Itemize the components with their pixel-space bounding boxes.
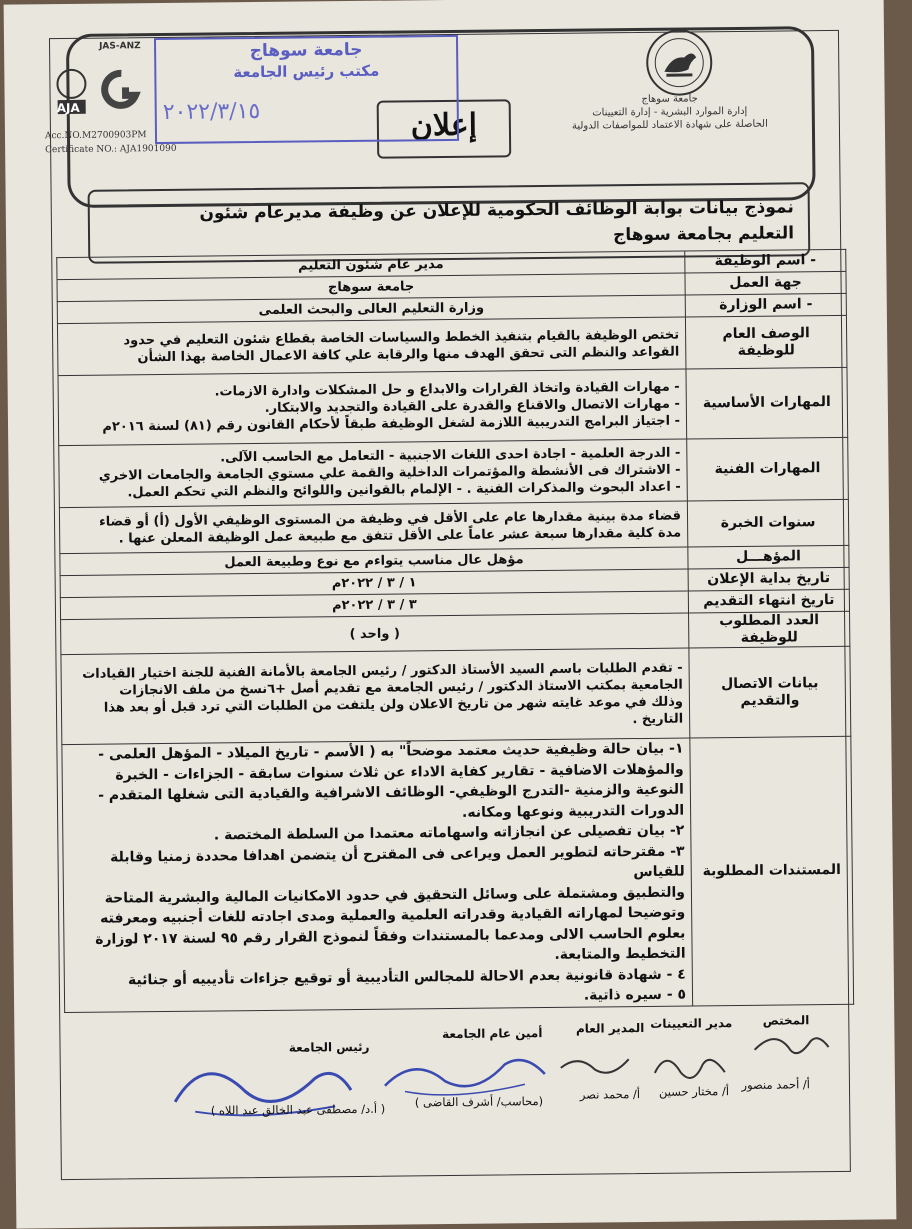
- document-line: وتوضيحا لمهاراته القيادية وقدراته العلمية والعملية ومدى اجادته للغات أجنبيه ومعرفته: [100, 904, 686, 927]
- table-row: [59, 437, 849, 507]
- basic-skill-line: - مهارات الاتصال والاقناع والقدرة على القيادة والتجديد والابتكار.: [264, 396, 680, 416]
- general-desc-label: الوصف العام للوظيفة: [685, 315, 847, 369]
- documents-value: [62, 738, 693, 1013]
- table-row: [61, 646, 851, 744]
- banner-title: نموذج بيانات بوابة الوظائف الحكومية للإعلان عن وظيفة مديرعام شئون التعليم بجامعة سوهاج: [199, 197, 795, 246]
- basic-skill-line: - اجتياز البرامج التدريبية اللازمة لشغل الوظيفة طبقاً لأحكام القانون رقم (٨١) لسنة ٢٠١٦م: [102, 413, 681, 435]
- contact-line: وذلك في موعد غايته شهر من تاريخ الاعلان ولن يلتفت من الطلبات التي ترد قبل أو بعد هذا: [103, 694, 684, 716]
- ministry-label: - اسم الوزارة: [685, 293, 846, 317]
- contact-line: الجامعية بمكتب الاستاذ الدكتور / رئيس الجامعة مع تقديم أصل +٦نسخ من ملف الانجازات: [119, 677, 683, 698]
- qualification-value: مؤهل عال مناسب يتواءم مع نوع وطبيعة العمل: [60, 547, 688, 576]
- contact-line: - تقدم الطلبات باسم السيد الأستاذ الدكتور / رئيس الجامعة بالأمانة الفنية للجنة اختيار القيادات: [82, 660, 683, 682]
- tech-skills-label: المهارات الفنية: [687, 437, 849, 501]
- contact-value: [61, 648, 690, 745]
- document-line: ٤ - شهادة قانونية بعدم الاحالة للمجالس التأديبية أو توقيع جزاءات تأديبيه أو جنائية: [127, 966, 686, 989]
- experience-line: قضاء مدة بينية مقدارها عام على الأقل في وظيفة من المستوى الوظيفي الأول (أ) أو قضاء: [98, 508, 682, 530]
- specialist-title: المختص: [762, 1013, 810, 1028]
- document-line: والمؤهلات الاضافية - تقارير كفاية الاداء عن ثلاث سنوات سابقة - الجزاءات - الخبرة: [115, 761, 684, 784]
- org-line2: إدارة الموارد البشرية - إدارة التعيينات: [592, 105, 748, 119]
- ministry-value: وزارة التعليم العالى والبحث العلمى: [57, 295, 685, 324]
- tech-skills-value: [59, 439, 688, 508]
- document-line: الدورات التدريبية ونوعها ومكانه.: [461, 802, 685, 821]
- president-name: ( أ.د/ مصطفى عبد الخالق عبد اللاه ): [210, 1101, 386, 1118]
- org-name: جامعة سوهاج: [641, 93, 698, 105]
- secretary-name: (محاسب/ أشرف القاضى ): [414, 1094, 544, 1110]
- announcement-title: إعلان: [410, 107, 478, 144]
- job-name-value: مدير عام شئون التعليم: [57, 251, 685, 280]
- stamp-number: ٢٠٢٢/٣/١٥: [162, 98, 261, 125]
- start-date-value: ١ / ٣ / ٢٠٢٢م: [60, 569, 688, 598]
- end-date-label: تاريخ انتهاء التقديم: [688, 589, 849, 613]
- table-row: [58, 367, 848, 445]
- job-data-table: [56, 249, 854, 1013]
- gm-name: أ/ محمد نصر: [579, 1087, 641, 1102]
- tech-skill-line: - الاشتراك فى الأنشطة والمؤتمرات الداخلية والقمة علي مستوي الجامعة والجامعات الاخري: [98, 462, 681, 484]
- gm-signature-icon: [555, 1047, 635, 1084]
- count-value: ( واحد ): [61, 613, 689, 655]
- job-name-label: - اسم الوظيفة: [685, 249, 846, 273]
- document-line: بعلوم الحاسب الالى ومدعما بالمستندات وفقاً لنموذج القرار رقم ٩٥ لسنة ٢٠١٧ لوزارة: [95, 925, 686, 948]
- appointments-name: أ/ مختار حسين: [658, 1084, 730, 1099]
- contact-line: التاريخ .: [632, 711, 684, 727]
- qualification-label: المؤهـــل: [688, 545, 849, 569]
- org-text: [545, 91, 795, 133]
- stamp-line2: مكتب رئيس الجامعة: [233, 61, 380, 82]
- accreditation-numbers: [45, 128, 177, 157]
- org-line3: الحاصلة على شهادة الاعتماد للمواصفات الدولية: [571, 118, 768, 132]
- tech-skill-line: - الدرجة العلمية - اجادة احدى اللغات الاجنبية - التعامل مع الحاسب الآلى.: [220, 445, 681, 466]
- documents-label: المستندات المطلوبة: [690, 736, 854, 1006]
- general-desc-value: [57, 317, 686, 376]
- end-date-value: ٣ / ٣ / ٢٠٢٢م: [60, 591, 688, 620]
- document-line: النوعية والزمنية -التدرج الوظيفي- الوظائف الاشرافية والقيادية التى شغلها المتقدم -: [98, 781, 684, 804]
- acc-no: Acc.NO.M2700903PM: [44, 130, 147, 142]
- basic-skill-line: - مهارات القيادة واتخاذ القرارات والابداع و حل المشكلات وادارة الازمات.: [214, 379, 680, 400]
- basic-skills-value: [58, 369, 687, 446]
- document-line: التخطيط والمتابعة.: [554, 945, 686, 964]
- table-row: [59, 499, 848, 553]
- university-logo-icon: [644, 27, 715, 98]
- tech-skill-line: - اعداد البحوث والمذكرات الفنية . - الإلمام بالقوانين واللوائح والنظم التي تحكم العمل.: [127, 479, 681, 501]
- document-line: ٢- بيان تفصيلى عن انجازاته واسهاماته معتمدا من السلطة المختصة .: [213, 822, 685, 844]
- secretary-title: أمين عام الجامعة: [441, 1026, 543, 1042]
- workplace-value: جامعة سوهاج: [57, 273, 685, 302]
- president-office-stamp: [154, 35, 459, 144]
- signatures-block: [84, 1011, 825, 1139]
- document-line: ١- بيان حالة وظيفية حديث معتمد موضحاً" به ( الأسم - تاريخ الميلاد - المؤهل العلمى -: [98, 740, 684, 763]
- workplace-label: جهة العمل: [685, 271, 846, 295]
- document-line: ٣- مقترحاته لتطوير العمل ويراعى فى المقترح أن يتضمن اهدافا محددة زمنيا وقابلة للقياس: [109, 843, 685, 881]
- specialist-signature-icon: [744, 1027, 834, 1068]
- general-desc-line: تختص الوظيفة بالقيام بتنفيذ الخطط والسياسات الخاصة بقطاع شئون التعليم في حدود: [123, 327, 680, 348]
- contact-label: بيانات الاتصال والتقديم: [689, 646, 851, 738]
- president-title: رئيس الجامعة: [288, 1039, 370, 1055]
- certificate-no: Certificate NO.: AJA1901090: [45, 143, 177, 156]
- specialist-name: أ/ أحمد منصور: [741, 1077, 811, 1092]
- document-line: والتطبيق ومشتملة على وسائل التحقيق في حدود الامكانيات المالية والبشرية المتاحة: [104, 884, 686, 907]
- document-line: ٥ - سيره ذاتية.: [583, 986, 687, 1004]
- aja-label: AJA: [56, 100, 80, 116]
- appointments-title: مدير التعيينات: [650, 1016, 733, 1031]
- experience-value: [59, 501, 687, 554]
- general-desc-line: القواعد والنظم التى تحقق الهدف منها والرقابة علي كافة الاعمال الخاصة بهذا الشأن: [137, 344, 680, 365]
- experience-line: مدة كلية مقدارها سبعة عشر عاماً على الأقل تتفق مع طبيعة عمل الوظيفة المعلن عنها .: [118, 525, 682, 546]
- count-label: العدد المطلوب للوظيفة: [689, 611, 850, 648]
- basic-skills-label: المهارات الأساسية: [686, 367, 848, 439]
- table-row: [57, 315, 847, 375]
- document-paper: [4, 0, 897, 1229]
- jas-anz-label: JAS-ANZ: [99, 41, 141, 52]
- experience-label: سنوات الخبرة: [687, 499, 848, 547]
- start-date-label: تاريخ بداية الإعلان: [688, 567, 849, 591]
- gm-title: المدير العام: [575, 1020, 645, 1036]
- table-row: [62, 736, 854, 1012]
- stamp-line1: جامعة سوهاج: [249, 39, 363, 62]
